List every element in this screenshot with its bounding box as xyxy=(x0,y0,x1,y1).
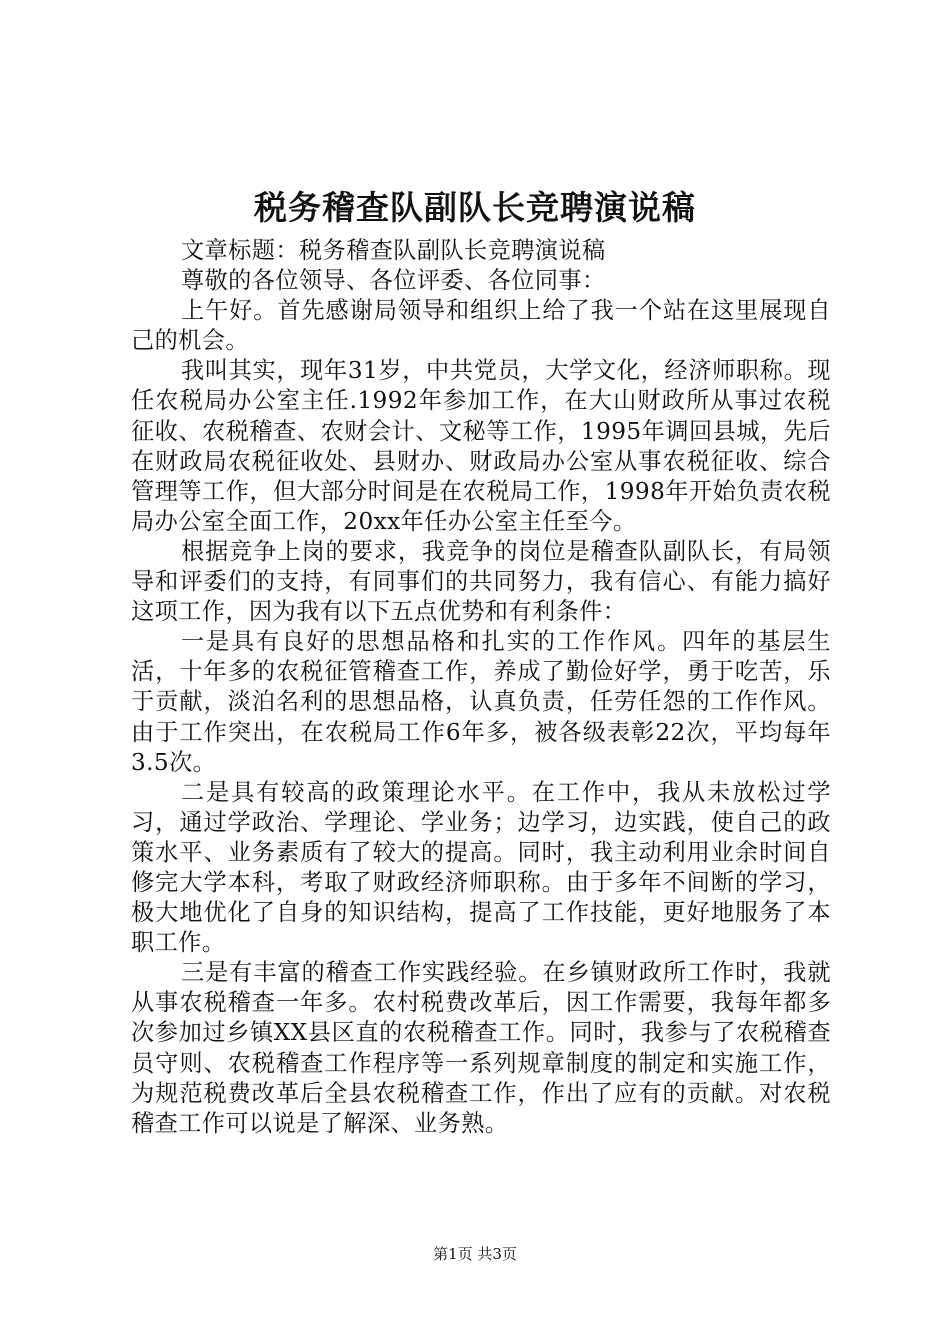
paragraph-advantage-two: 二是具有较高的政策理论水平。在工作中，我从未放松过学习，通过学政治、学理论、学业务；边学习，边实践，使自己的政策水平、业务素质有了较大的提高。同时，我主动利用业余时间自修完大学本科，考取了财政经济师职称。由于多年不间断的学习，极大地优化了自身的知识结构，提高了工作技能，更好地服务了本职工作。 xyxy=(131,778,831,957)
paragraph-position-statement: 根据竞争上岗的要求，我竞争的岗位是稽查队副队长，有局领导和评委们的支持，有同事们的共同努力，我有信心、有能力搞好这项工作，因为我有以下五点优势和有利条件： xyxy=(131,537,831,626)
page-footer: 第1页 共3页 xyxy=(433,1245,517,1263)
paragraph-greeting: 上午好。首先感谢局领导和组织上给了我一个站在这里展现自己的机会。 xyxy=(131,297,831,355)
paragraph-advantage-three: 三是有丰富的稽查工作实践经验。在乡镇财政所工作时，我就从事农税稽查一年多。农村税费改革后，因工作需要，我每年都多次参加过乡镇XX县区直的农税稽查工作。同时，我参与了农税稽查员守则、农税稽查工作程序等一系列规章制度的制定和实施工作，为规范税费改革后全县农税稽查工作，作出了应有的贡献。对农税稽查工作可以说是了解深、业务熟。 xyxy=(131,959,831,1137)
document-title: 税务稽查队副队长竞聘演说稿 xyxy=(254,188,696,227)
paragraph-advantage-one: 一是具有良好的思想品格和扎实的工作作风。四年的基层生活，十年多的农税征管稽查工作，养成了勤俭好学，勇于吃苦，乐于贡献，淡泊名利的思想品格，认真负责，任劳任怨的工作作风。由于工作突出，在农税局工作6年多，被各级表彰22次，平均每年3.5次。 xyxy=(131,628,831,776)
paragraph-salutation: 尊敬的各位领导、各位评委、各位同事： xyxy=(181,267,606,295)
paragraph-self-introduction: 我叫其实，现年31岁，中共党员，大学文化，经济师职称。现任农税局办公室主任.1992年参加工作，在大山财政所从事过农税征收、农税稽查、农财会计、文秘等工作，1995年调回县城，先后在财政局农税征收处、县财办、财政局办公室从事农税征收、综合管理等工作，但大部分时间是在农税局工作，1998年开始负责农税局办公室全面工作，20xx年任办公室主任至今。 xyxy=(131,357,831,535)
document-body xyxy=(131,236,831,1139)
paragraph-article-title: 文章标题：税务稽查队副队长竞聘演说稿 xyxy=(181,237,606,264)
